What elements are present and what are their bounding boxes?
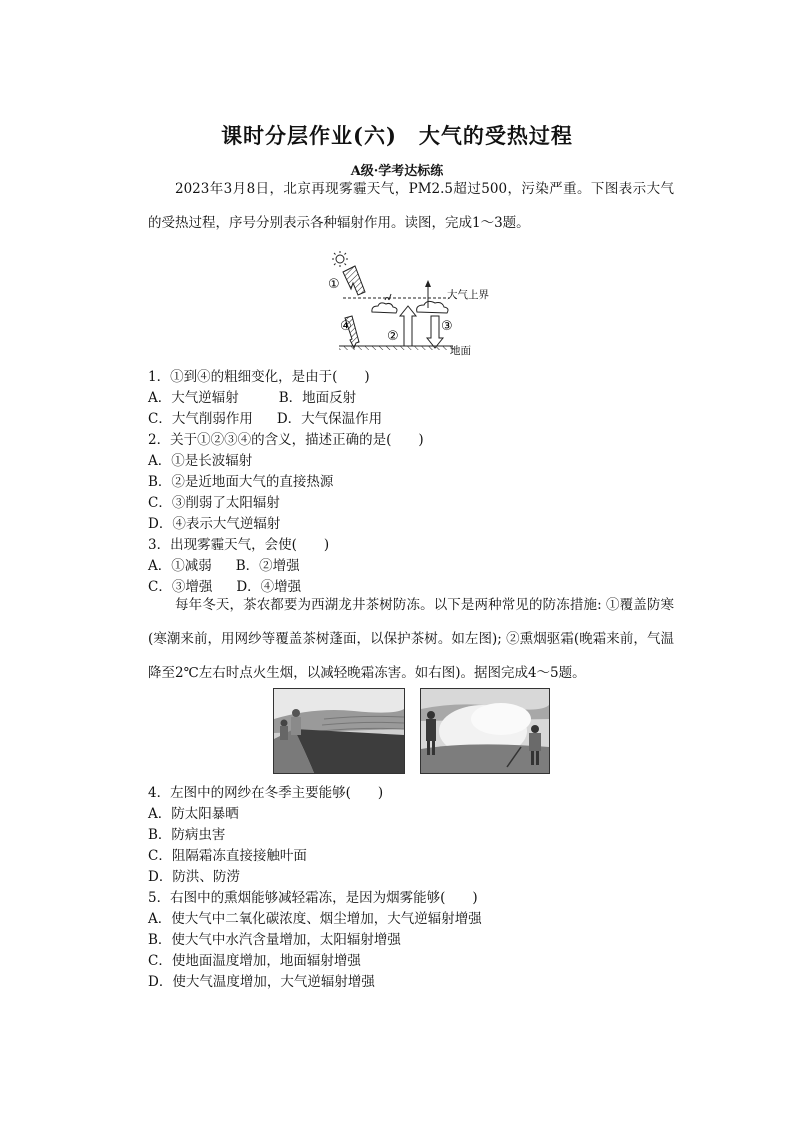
label-ground: 地面 (450, 345, 471, 356)
arrow-1 (343, 266, 365, 295)
q3-option-b: B．②增强 (235, 558, 300, 574)
q4-option-b: B．防病虫害 (148, 827, 226, 843)
q2-option-c: C．③削弱了太阳辐射 (148, 495, 280, 511)
q4-option-a: A．防太阳暴晒 (148, 806, 239, 822)
label-3: ③ (441, 319, 453, 334)
q3-option-c: C．③增强 (148, 579, 213, 595)
q2-option-a: A．①是长波辐射 (148, 453, 253, 469)
sun-icon (332, 251, 348, 267)
question-5-stem: 5．右图中的熏烟能够减轻霜冻，是因为烟雾能够( ) (148, 890, 478, 906)
label-1: ① (328, 277, 340, 292)
question-2-stem: 2．关于①②③④的含义，描述正确的是( ) (148, 432, 424, 448)
q1-option-a: A．大气逆辐射 (148, 390, 239, 406)
question-3-stem: 3．出现雾霾天气，会使( ) (148, 537, 330, 553)
q1-option-b: B．地面反射 (278, 390, 357, 406)
arrow-2 (400, 306, 416, 346)
atmosphere-heating-diagram (325, 250, 515, 356)
page-title: 课时分层作业(六) 大气的受热过程 (221, 123, 573, 148)
level-heading: A级·学考达标练 (350, 164, 444, 179)
intro-paragraph-1: 2023年3月8日，北京再现雾霾天气，PM2.5超过500，污染严重。下图表示大气的受热过程，序号分别表示各种辐射作用。读图，完成1～3题。 (148, 181, 674, 231)
q4-option-d: D．防洪、防涝 (148, 869, 240, 885)
q5-option-c: C．使地面温度增加，地面辐射增强 (148, 953, 361, 969)
q1-option-c: C．大气削弱作用 (148, 411, 253, 427)
intro-paragraph-2: 每年冬天，茶农都要为西湖龙井茶树防冻。以下是两种常见的防冻措施: ①覆盖防寒(寒潮来前，用网纱等覆盖茶树蓬面，以保护茶树。如左图); ②熏烟驱霜(晚霜来前，气温降至2℃左右时点火生烟，以减轻晚霜冻害。如右图)。据图完成4～5题。 (148, 597, 674, 681)
question-2 (148, 430, 674, 535)
question-1 (148, 367, 674, 430)
label-4: ④ (340, 319, 352, 334)
cloud-right (417, 301, 448, 313)
q4-option-c: C．阻隔霜冻直接接触叶面 (148, 848, 307, 864)
q5-option-a: A．使大气中二氧化碳浓度、烟尘增加，大气逆辐射增强 (148, 911, 482, 927)
q2-option-d: D．④表示大气逆辐射 (148, 516, 281, 532)
question-4 (148, 783, 674, 888)
photo-net-covering (273, 688, 405, 774)
q3-option-a: A．①减弱 (148, 558, 212, 574)
label-top-of-atmosphere: 大气上界 (447, 289, 489, 301)
q3-option-d: D．④增强 (236, 579, 302, 595)
question-1-stem: 1．①到④的粗细变化，是由于( ) (148, 369, 370, 385)
q5-option-b: B．使大气中水汽含量增加，太阳辐射增强 (148, 932, 401, 948)
cloud-left (372, 303, 397, 313)
question-4-stem: 4．左图中的网纱在冬季主要能够( ) (148, 785, 384, 801)
question-5 (148, 888, 674, 993)
label-2: ② (387, 329, 399, 344)
q5-option-d: D．使大气温度增加，大气逆辐射增强 (148, 974, 375, 990)
q1-option-d: D．大气保温作用 (276, 411, 383, 427)
q2-option-b: B．②是近地面大气的直接热源 (148, 474, 334, 490)
photo-smoke-burning (420, 688, 550, 774)
